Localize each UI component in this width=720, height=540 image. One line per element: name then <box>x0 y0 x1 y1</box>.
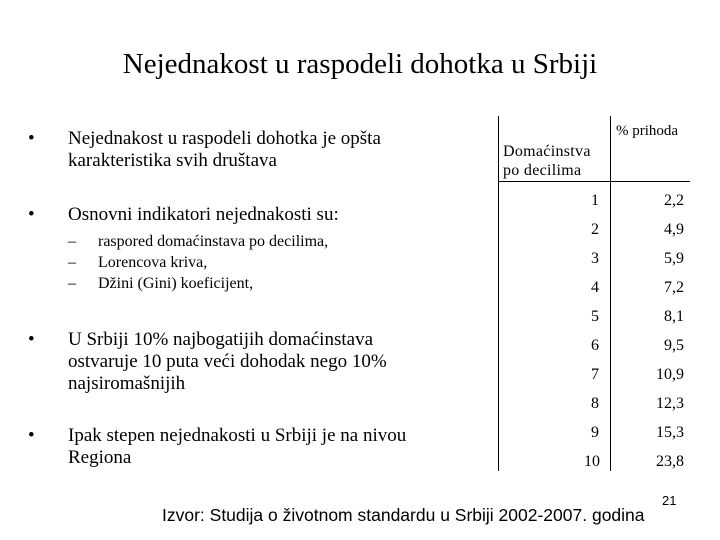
source-footer: Izvor: Studija o životnom standardu u Srbiji 2002-2007. godina <box>162 505 645 525</box>
slide-title: Nejednakost u raspodeli dohotka u Srbiji <box>122 48 598 80</box>
sub-bullet-text: raspored domaćinstava po decilima, <box>98 233 329 250</box>
decile-cell: 7 <box>591 366 599 383</box>
sub-bullet-item <box>68 273 253 294</box>
income-cell: 15,3 <box>656 424 684 441</box>
decile-income-table <box>498 116 690 471</box>
income-header: % prihoda <box>616 123 679 139</box>
sub-bullet-dash: – <box>68 275 76 292</box>
bullet-item <box>28 329 413 395</box>
income-cell: 5,9 <box>664 250 684 267</box>
decile-cell: 6 <box>591 337 599 354</box>
income-cell: 23,8 <box>656 453 684 470</box>
page-number: 21 <box>662 493 677 508</box>
decile-cell: 3 <box>591 250 599 267</box>
bullet-item <box>28 204 339 226</box>
decile-cell: 4 <box>591 279 599 296</box>
sub-bullet-text: Džini (Gini) koeficijent, <box>98 275 254 292</box>
decile-cell: 5 <box>591 308 599 325</box>
bullet-text: U Srbiji 10% najbogatijih domaćinstava ostvaruje 10 puta veći dohodak nego 10% najsiromašnijih <box>68 329 387 394</box>
income-cell: 9,5 <box>664 337 684 354</box>
sub-bullet-item <box>68 252 207 273</box>
income-cell: 8,1 <box>664 308 684 325</box>
bullet-text: Nejednakost u raspodeli dohotka je opšta karakteristika svih društava <box>68 128 381 171</box>
sub-bullet-dash: – <box>68 254 76 271</box>
table-header-rule <box>498 181 690 182</box>
sub-bullet-dash: – <box>68 233 76 250</box>
sub-bullet-item <box>68 231 328 252</box>
table-border-left <box>498 116 499 471</box>
decile-cell: 2 <box>591 221 599 238</box>
income-cell: 4,9 <box>664 221 684 238</box>
bullet-dot: • <box>28 204 35 225</box>
bullet-item <box>28 425 443 469</box>
bullet-dot: • <box>28 128 35 149</box>
decile-cell: 1 <box>591 192 599 209</box>
bullet-text: Ipak stepen nejednakosti u Srbiji je na nivou Regiona <box>68 425 407 468</box>
bullet-item <box>28 128 408 172</box>
bullet-text: Osnovni indikatori nejednakosti su: <box>68 204 339 225</box>
households-header: Domaćinstva po decilima <box>503 143 591 179</box>
decile-cell: 9 <box>591 424 599 441</box>
table-divider <box>610 116 611 471</box>
bullet-dot: • <box>28 329 35 350</box>
income-cell: 10,9 <box>656 366 684 383</box>
income-cell: 12,3 <box>656 395 684 412</box>
bullet-dot: • <box>28 425 35 446</box>
decile-cell: 10 <box>584 453 600 470</box>
sub-bullet-text: Lorencova kriva, <box>98 254 208 271</box>
income-cell: 7,2 <box>664 279 684 296</box>
decile-cell: 8 <box>591 395 599 412</box>
income-cell: 2,2 <box>664 192 684 209</box>
